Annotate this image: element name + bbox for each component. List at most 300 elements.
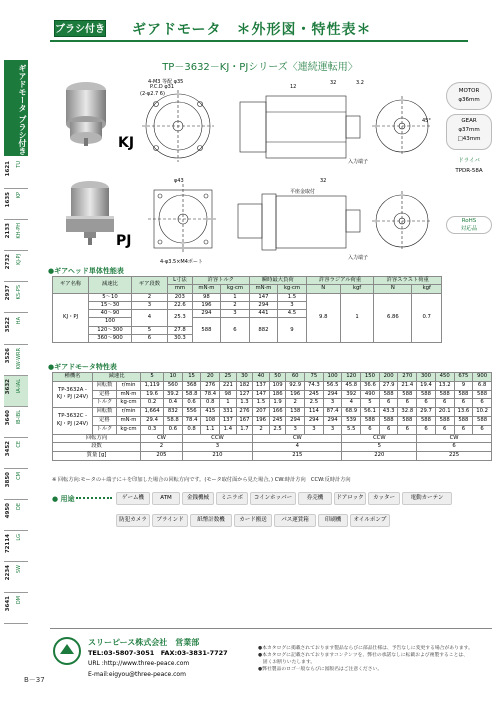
table-cell: 21.4: [398, 381, 417, 390]
table-cell: 58.8: [164, 416, 183, 425]
kj-type-label: KJ: [118, 135, 135, 151]
table-cell: 3: [305, 425, 324, 434]
sidebar-tab-1635[interactable]: [4, 189, 28, 220]
row-label: 段数: [53, 443, 141, 452]
table-cell: 5: [361, 399, 380, 408]
table-cell: 392: [342, 390, 361, 399]
table-cell: 92.9: [286, 381, 305, 390]
table-cell: 6.8: [473, 381, 492, 390]
application-tag: コインホッパー: [250, 492, 296, 505]
ratio-header: 15: [182, 373, 201, 382]
table-cell: 1.3: [236, 399, 253, 408]
table-cell: 36.6: [361, 381, 380, 390]
application-tag: ATM: [152, 492, 180, 505]
table-row: [53, 452, 492, 461]
row-label: トルク: [93, 425, 117, 434]
table-cell: 294: [286, 416, 305, 425]
table-cell: 1: [220, 399, 237, 408]
table-cell: 225: [417, 452, 492, 461]
row-label: 質量 [g]: [53, 452, 141, 461]
company-url[interactable]: URL :http://www.three-peace.com: [88, 660, 190, 667]
table-row: [53, 408, 492, 417]
pj-dimension-drawing: [140, 176, 440, 266]
table-cell: 87.4: [323, 408, 342, 417]
ratio-header: 10: [164, 373, 183, 382]
ratio-header: 30: [236, 373, 253, 382]
table-cell: 245: [305, 390, 324, 399]
sidebar-tab-72114[interactable]: [4, 531, 28, 562]
sidebar-tab-number: 3452: [5, 440, 11, 457]
table-cell: 32.8: [398, 408, 417, 417]
table-cell: 27.8: [168, 326, 193, 334]
table-cell: 588: [379, 416, 398, 425]
sidebar-tab-3522[interactable]: [4, 314, 28, 345]
table-cell: 588: [398, 416, 417, 425]
kj-dimension-drawing: [140, 78, 440, 168]
table-cell: 210: [182, 452, 253, 461]
application-tag: オイルポンプ: [350, 514, 390, 527]
table-cell: 98: [220, 390, 237, 399]
table-cell: 294: [305, 416, 324, 425]
table-cell: 196: [286, 390, 305, 399]
applications-dots: [76, 497, 112, 499]
row-label: 回転数: [93, 408, 117, 417]
kj-dim-note: 3.2: [356, 80, 364, 86]
table-cell: 9.8: [306, 293, 340, 343]
table-cell: 588: [454, 390, 473, 399]
row-label: トルク: [93, 399, 117, 408]
table-cell: 4: [253, 443, 342, 452]
application-tag: カッター: [368, 492, 400, 505]
table-cell: 4: [342, 399, 361, 408]
table-cell: 215: [253, 452, 342, 461]
table-unit: mN·m: [192, 285, 220, 293]
table-cell: 1.7: [236, 425, 253, 434]
page-number: B－37: [24, 676, 45, 684]
contact-phone: TEL:03-5807-3051 FAX:03-3831-7727: [88, 649, 228, 657]
table-cell: 5: [131, 326, 167, 334]
pj-type-label: PJ: [116, 233, 132, 249]
table-cell: 203: [168, 293, 193, 301]
model-name: TP-3632A -KJ・PJ (24V): [53, 381, 93, 407]
sidebar-tab-number: 1635: [5, 192, 11, 208]
gear-size-badge: [446, 114, 492, 150]
gear-badge-label: GEAR: [461, 118, 477, 124]
table-cell: 147: [249, 293, 277, 301]
footer-note: ●弊社製品のロゴ一般ならびに図版名はご注意ください。: [258, 667, 383, 672]
table-cell: 1,119: [141, 381, 164, 390]
table-header: 瞬時最大負荷: [249, 277, 306, 285]
table-cell: 882: [249, 318, 277, 343]
sidebar-tab-code: DM: [16, 596, 22, 605]
table-unit: mN·m: [249, 285, 277, 293]
table-cell: 360〜900: [89, 335, 132, 343]
table-cell: 276: [236, 408, 253, 417]
ratio-header: 150: [361, 373, 380, 382]
table-cell: 25.3: [168, 310, 193, 327]
application-tag: ブラインド: [152, 514, 188, 527]
sidebar-tab-2732[interactable]: [4, 251, 28, 282]
table-cell: 588: [379, 390, 398, 399]
table-cell: 127: [236, 390, 253, 399]
table-cell: 45.8: [342, 381, 361, 390]
table-cell: 108: [201, 416, 220, 425]
table-row: [53, 381, 492, 390]
table-cell: 137: [220, 416, 237, 425]
table-cell: 120〜300: [89, 326, 132, 334]
motor-table-title: ●ギアドモータ特性表: [48, 363, 117, 371]
ratio-header: 60: [286, 373, 305, 382]
company-email[interactable]: E-mail:eigyou@three-peace.com: [88, 671, 186, 678]
sidebar-category-label: ギアドモータ ブラシ付き: [4, 60, 28, 156]
driver-badge-label: ドライバ: [458, 158, 480, 164]
table-row: [53, 434, 492, 443]
sidebar-tab-2234[interactable]: [4, 562, 28, 593]
sidebar-tab-number: 3641: [5, 596, 11, 612]
table-cell: 29.7: [417, 408, 436, 417]
application-tag: ミニラボ: [216, 492, 248, 505]
model-name: TP-3632C -KJ・PJ (24V): [53, 408, 93, 434]
kj-dim-note: 4-M3 等配 φ35: [148, 79, 184, 85]
ratio-header: 200: [379, 373, 398, 382]
table-cell: 0.6: [182, 399, 201, 408]
table-cell: 0.7: [412, 293, 442, 343]
application-tag: 紙幣計数機: [190, 514, 232, 527]
table-unit: N: [306, 285, 340, 293]
ratio-header: 25: [220, 373, 237, 382]
application-tag: 防犯カメラ: [116, 514, 150, 527]
table-cell: 0.4: [164, 399, 183, 408]
sidebar-tab-number: 4950: [5, 503, 11, 519]
sidebar-tab-3452[interactable]: [4, 438, 28, 469]
table-cell: 588: [454, 416, 473, 425]
pj-dim-note: 4-φ3.5×M4ボート: [160, 259, 203, 265]
application-tag: パス運賃箱: [274, 514, 316, 527]
sidebar-tab-number: 2234: [5, 565, 11, 581]
table-cell: 6: [417, 425, 436, 434]
kj-dim-note: 32: [330, 80, 337, 86]
header-divider: [50, 40, 468, 42]
row-unit: mN·m: [116, 390, 140, 399]
table-cell: 2.5: [269, 425, 286, 434]
table-cell: 4: [131, 310, 167, 327]
table-cell: 20.1: [435, 408, 454, 417]
table-cell: 3: [221, 310, 250, 318]
sidebar-tab-number: 3850: [5, 472, 11, 488]
table-cell: 2: [221, 301, 250, 309]
table-cell: 6: [398, 425, 417, 434]
table-cell: 138: [286, 408, 305, 417]
sidebar-tab-2937[interactable]: [4, 282, 28, 313]
table-cell: 1.1: [201, 425, 220, 434]
application-tag: 電動カーテン: [402, 492, 452, 505]
table-header: 許容ラジアル荷重: [306, 277, 374, 285]
application-tag: 券売機: [298, 492, 332, 505]
table-row: [53, 416, 492, 425]
table-cell: 56.5: [323, 381, 342, 390]
table-cell: 6: [379, 399, 398, 408]
row-label: 回転数: [93, 381, 117, 390]
sidebar-tab-3641[interactable]: [4, 593, 28, 624]
table-cell: 6: [417, 399, 436, 408]
table-cell: 56.1: [361, 408, 380, 417]
table-cell: 40〜90: [89, 310, 132, 318]
table-cell: 13.2: [435, 381, 454, 390]
table-header: 減速比: [89, 277, 132, 294]
application-tag: カード搬送: [234, 514, 272, 527]
table-cell: 1: [340, 293, 374, 343]
row-unit: kg·cm: [116, 399, 140, 408]
table-cell: 30.3: [168, 335, 193, 343]
table-cell: 6: [379, 425, 398, 434]
table-header: 許容スラスト荷重: [374, 277, 442, 285]
table-header: L寸法: [168, 277, 193, 285]
table-cell: 1.9: [269, 399, 286, 408]
driver-badge-value: TPDR-58A: [455, 168, 483, 174]
sidebar-tab-number: 3522: [5, 316, 11, 332]
sidebar-tab-number: 3526: [5, 347, 11, 363]
rohs-badge-value: 対応品: [460, 226, 478, 232]
sidebar-tab-code: SW: [16, 565, 22, 574]
table-cell: 3: [131, 301, 167, 309]
table-cell: 6: [473, 399, 492, 408]
sidebar-tab-code: CE: [16, 440, 22, 448]
table-cell: CCW: [182, 434, 253, 443]
table-cell: 2.5: [305, 399, 324, 408]
table-cell: 3: [182, 443, 253, 452]
table-cell: 556: [182, 408, 201, 417]
table-cell: 1.5: [278, 293, 307, 301]
table-cell: 1.5: [253, 399, 270, 408]
sidebar-tab-2133[interactable]: [4, 220, 28, 251]
kj-motor-photo: [58, 76, 118, 150]
sidebar-tab-3632[interactable]: [4, 376, 28, 407]
table-header: ギア名称: [53, 277, 89, 294]
row-unit: kg·cm: [116, 425, 140, 434]
table-cell: 78.4: [182, 416, 201, 425]
sidebar-tab-number: 2133: [5, 223, 11, 239]
table-cell: 441: [249, 310, 277, 318]
table-cell: 294: [192, 310, 220, 318]
sidebar-tab-number: 2732: [5, 254, 11, 270]
motor-badge-label: MOTOR: [458, 88, 480, 94]
sidebar-tab-3850[interactable]: [4, 469, 28, 500]
table-cell: 78.4: [201, 390, 220, 399]
table-header: 許容トルク: [192, 277, 249, 285]
table-cell: 6: [473, 425, 492, 434]
table-cell: 331: [220, 408, 237, 417]
application-tag: ドアロック: [334, 492, 366, 505]
table-cell: 6: [454, 425, 473, 434]
table-cell: 3: [323, 425, 342, 434]
sidebar-tab-code: LG: [16, 534, 22, 541]
table-row: [53, 425, 492, 434]
series-title: TP－3632－KJ・PJシリーズ〈連続運転用〉: [162, 62, 358, 73]
ratio-header: 120: [342, 373, 361, 382]
table-cell: 6: [435, 399, 454, 408]
rohs-badge-label: RoHS: [461, 218, 477, 224]
brush-type-badge: ブラシ付き: [54, 20, 106, 37]
table-header-row: [53, 373, 492, 382]
sidebar-tab-code: KH-PH: [16, 223, 22, 239]
sidebar-tab-3526[interactable]: [4, 345, 28, 376]
table-cell: 588: [417, 416, 436, 425]
table-cell: 29.4: [141, 416, 164, 425]
gear-badge-value: φ37mm: [458, 127, 480, 133]
table-unit: N: [374, 285, 412, 293]
table-cell: 2: [286, 399, 305, 408]
ratio-header: 20: [201, 373, 220, 382]
table-header: 種機名: [53, 373, 93, 382]
ratio-header: 75: [305, 373, 324, 382]
application-tag: 印刷機: [318, 514, 348, 527]
table-cell: 588: [398, 390, 417, 399]
page-title: ギアドモータ ＊外形図・特性表＊: [132, 22, 372, 38]
ratio-header: 675: [454, 373, 473, 382]
rotation-note: ※ 回転方向:モータの＋端子に＋を印加した場合の回転方向です。(モータ取付面から見た場合。) CW:時計方向 CCW:反時計方向: [52, 477, 351, 483]
sidebar-tab-code: HA: [16, 316, 22, 324]
motor-size-badge: [446, 82, 492, 110]
table-header: ギア段数: [131, 277, 167, 294]
table-cell: 137: [253, 381, 270, 390]
gearhead-performance-table: [52, 276, 442, 343]
table-cell: 114: [305, 408, 324, 417]
table-unit: kg·cm: [278, 285, 307, 293]
table-cell: 588: [473, 390, 492, 399]
sidebar-tab-code: KW-WRR: [16, 347, 22, 369]
table-cell: 2: [253, 425, 270, 434]
table-cell: 74.3: [305, 381, 324, 390]
table-cell: 98: [192, 293, 220, 301]
sidebar-tab-code: DE: [16, 503, 22, 511]
row-unit: mN·m: [116, 416, 140, 425]
footer-note: 固くお断りいたします。: [258, 660, 316, 665]
ratio-header: 300: [417, 373, 436, 382]
table-cell: 9: [278, 318, 307, 343]
footer-divider: [50, 628, 492, 629]
kj-dim-note: 12: [290, 84, 297, 90]
pj-dim-note: 入力端子: [348, 255, 369, 261]
table-cell: 588: [192, 318, 220, 343]
sidebar-tab-4950[interactable]: [4, 500, 28, 531]
ratio-header: 50: [269, 373, 286, 382]
table-cell: 6: [417, 443, 492, 452]
table-cell: 6: [361, 425, 380, 434]
ratio-header: 5: [141, 373, 164, 382]
table-cell: 58.8: [182, 390, 201, 399]
gearmotor-characteristics-table: [52, 372, 492, 461]
table-cell: 5〜10: [89, 293, 132, 301]
sidebar-tab-number: 1621: [5, 161, 11, 177]
table-row: [53, 399, 492, 408]
table-cell: 221: [220, 381, 237, 390]
table-cell: 100: [89, 318, 132, 326]
table-cell: 6.86: [374, 293, 412, 343]
application-tag: 金銭機械: [182, 492, 214, 505]
table-cell: 0.8: [182, 425, 201, 434]
table-cell: 588: [417, 390, 436, 399]
table-cell: 560: [164, 381, 183, 390]
table-row: [53, 390, 492, 399]
sidebar-tab-code: IB-IBL: [16, 409, 22, 425]
ratio-header: 900: [473, 373, 492, 382]
sidebar-tab-3640[interactable]: [4, 407, 28, 438]
table-cell: 15〜30: [89, 301, 132, 309]
row-unit: r/min: [116, 381, 140, 390]
sidebar-tab-number: 72114: [5, 534, 11, 554]
table-cell: 6: [398, 399, 417, 408]
table-cell: 220: [342, 452, 417, 461]
footer-note: ●本カタログに記載されておりますコンテンツを、弊社の承諾なしに転載および複製することは、: [258, 653, 468, 658]
table-cell: 3: [278, 301, 307, 309]
table-cell: CCW: [342, 434, 417, 443]
table-unit: kg·cm: [221, 285, 250, 293]
table-cell: 3: [286, 425, 305, 434]
table-cell: 147: [253, 390, 270, 399]
kj-dim-note: 入力端子: [348, 159, 369, 165]
table-cell: KJ・PJ: [53, 293, 89, 343]
table-cell: 3: [323, 399, 342, 408]
table-cell: CW: [141, 434, 183, 443]
table-cell: 167: [236, 416, 253, 425]
pj-dim-note: 平座金取付: [290, 189, 316, 195]
table-unit: kgf: [340, 285, 374, 293]
sidebar-tab-code: KP: [16, 192, 22, 199]
motor-badge-value: φ36mm: [458, 97, 480, 103]
sidebar-tab-code: IA-IAL: [16, 378, 22, 393]
table-cell: 588: [435, 416, 454, 425]
table-cell: 182: [236, 381, 253, 390]
sidebar-tab-number: 2937: [5, 285, 11, 301]
table-cell: 0.6: [164, 425, 183, 434]
row-unit: r/min: [116, 408, 140, 417]
table-cell: 294: [323, 416, 342, 425]
gear-badge-value: □43mm: [457, 136, 481, 142]
pj-motor-photo: [62, 176, 120, 246]
table-cell: 490: [361, 390, 380, 399]
sidebar-tab-code: KS-PS: [16, 285, 22, 300]
table-header: 減速比: [93, 373, 141, 382]
table-cell: 196: [253, 416, 270, 425]
table-cell: 4.5: [278, 310, 307, 318]
table-cell: 39.2: [164, 390, 183, 399]
ratio-header: 40: [253, 373, 270, 382]
table-cell: 0.2: [141, 399, 164, 408]
table-cell: 9: [454, 381, 473, 390]
table-cell: 415: [201, 408, 220, 417]
table-cell: 5.5: [342, 425, 361, 434]
sidebar-tab-code: KJ-PJ: [16, 254, 22, 266]
table-unit: mm: [168, 285, 193, 293]
table-cell: 294: [323, 390, 342, 399]
applications-label: ● 用途: [52, 495, 75, 503]
table-cell: 22.6: [168, 301, 193, 309]
sidebar-tab-number: 3640: [5, 409, 11, 426]
table-cell: 588: [361, 416, 380, 425]
table-cell: 10.2: [473, 408, 492, 417]
kj-dim-note: (2-φ2.7 6): [140, 91, 165, 97]
company-name: スリーピース株式会社 営業部: [88, 638, 200, 647]
kj-dim-note: P.C.D φ31: [150, 84, 175, 90]
table-cell: 276: [201, 381, 220, 390]
row-label: 定格: [93, 390, 117, 399]
table-cell: 6: [454, 399, 473, 408]
pj-dim-note: φ43: [174, 178, 184, 184]
sidebar-tab-1621[interactable]: [4, 158, 28, 189]
ratio-header: 270: [398, 373, 417, 382]
table-cell: 68.9: [342, 408, 361, 417]
row-label: 定格: [93, 416, 117, 425]
